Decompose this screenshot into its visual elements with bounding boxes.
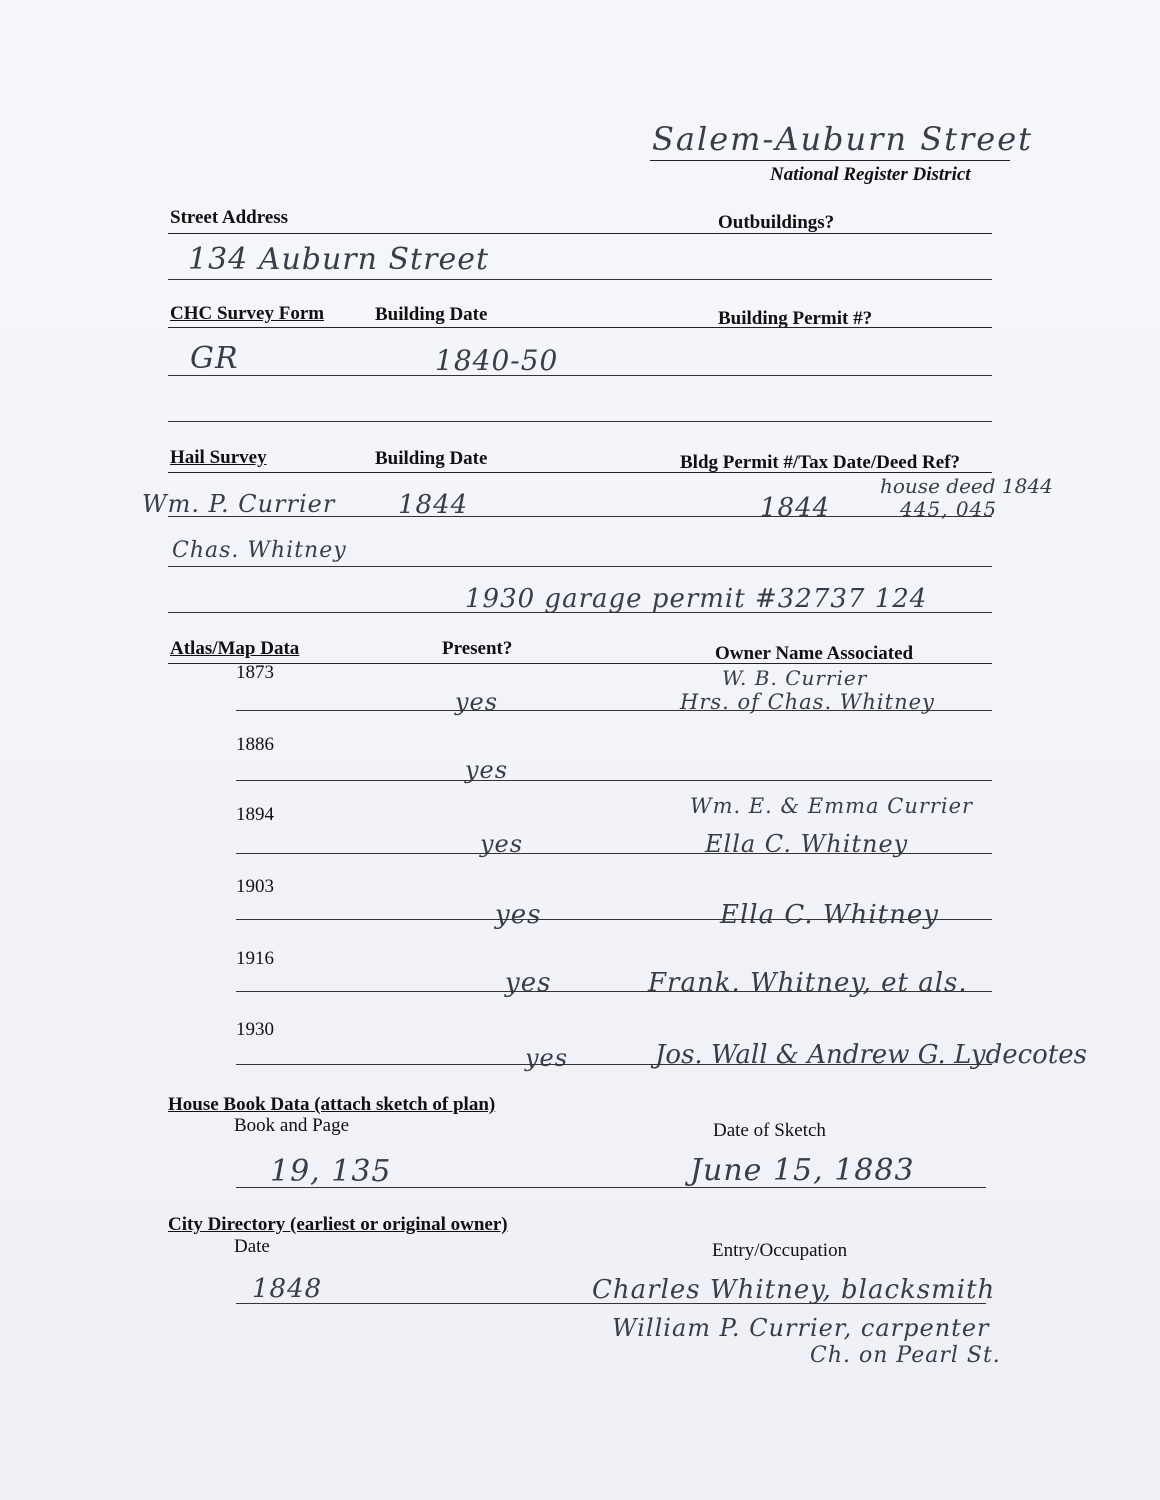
hail-date-value: 1844 <box>398 490 469 520</box>
atlas-present-1916: yes <box>505 968 552 998</box>
atlas-year-1886: 1886 <box>236 734 274 755</box>
city-directory-entry-1: Charles Whitney, blacksmith <box>592 1275 996 1305</box>
hail-building-date-label: Building Date <box>375 448 488 469</box>
atlas-owner-1903: Ella C. Whitney <box>720 900 939 930</box>
atlas-year-1930: 1930 <box>236 1019 274 1040</box>
district-underline <box>650 160 1010 161</box>
hail-survey-label: Hail Survey <box>170 447 267 468</box>
hail-value-line-3 <box>168 612 992 613</box>
outbuildings-label: Outbuildings? <box>718 212 835 233</box>
street-address-label: Street Address <box>170 207 289 228</box>
city-directory-date-value: 1848 <box>252 1274 323 1304</box>
book-page-label: Book and Page <box>234 1115 350 1136</box>
atlas-owner-1873: Hrs. of Chas. Whitney <box>680 690 935 714</box>
atlas-owner-above-1873: W. B. Currier <box>722 666 868 690</box>
house-book-line <box>236 1187 986 1188</box>
atlas-line-1930 <box>236 1064 992 1065</box>
chc-form-value: GR <box>190 341 239 376</box>
atlas-present-1894: yes <box>480 830 524 858</box>
hail-deed-line-2: 445, 045 <box>900 497 998 521</box>
atlas-label: Atlas/Map Data <box>170 638 300 659</box>
book-page-value: 19, 135 <box>270 1154 392 1189</box>
atlas-present-1930: yes <box>525 1044 569 1072</box>
city-directory-date-label: Date <box>234 1236 270 1257</box>
hail-value-line-2 <box>168 566 992 567</box>
city-directory-entry-3: Ch. on Pearl St. <box>810 1343 1001 1368</box>
atlas-line-1886 <box>236 780 992 781</box>
chc-building-date-label: Building Date <box>375 304 488 325</box>
city-directory-label: City Directory (earliest or original owner) <box>168 1214 508 1235</box>
atlas-year-1873: 1873 <box>236 662 274 683</box>
atlas-year-1894: 1894 <box>236 804 274 825</box>
entry-occupation-label: Entry/Occupation <box>712 1240 848 1261</box>
owner-label: Owner Name Associated <box>715 643 914 664</box>
city-directory-line <box>236 1303 986 1304</box>
hail-ref-year: 1844 <box>760 493 831 523</box>
hail-name-1: Wm. P. Currier <box>142 490 336 518</box>
atlas-line-1873 <box>236 710 992 711</box>
hail-permit-note: 1930 garage permit #32737 124 <box>465 584 928 614</box>
hail-header-line <box>168 472 992 473</box>
district-handwritten: Salem-Auburn Street <box>652 120 1034 158</box>
hail-ref-label: Bldg Permit #/Tax Date/Deed Ref? <box>680 452 961 473</box>
hail-deed-line-1: house deed 1844 <box>880 474 1053 498</box>
date-of-sketch-label: Date of Sketch <box>713 1120 826 1141</box>
chc-value-line-2 <box>168 421 992 422</box>
atlas-line-1894 <box>236 853 992 854</box>
chc-permit-label: Building Permit #? <box>718 308 873 329</box>
house-book-label: House Book Data (attach sketch of plan) <box>168 1094 496 1115</box>
street-header-line <box>168 233 992 234</box>
hail-name-2: Chas. Whitney <box>172 538 347 563</box>
atlas-owner-above-1894: Wm. E. & Emma Currier <box>690 794 974 818</box>
atlas-present-1873: yes <box>455 688 499 716</box>
district-printed: National Register District <box>770 164 971 185</box>
atlas-line-1903 <box>236 919 992 920</box>
present-label: Present? <box>442 638 513 659</box>
atlas-present-1903: yes <box>495 900 542 930</box>
city-directory-entry-2: William P. Currier, carpenter <box>612 1314 990 1342</box>
atlas-owner-1916: Frank. Whitney, et als. <box>648 968 968 998</box>
chc-date-value: 1840-50 <box>435 344 559 377</box>
chc-value-line-1 <box>168 375 992 376</box>
atlas-line-1916 <box>236 991 992 992</box>
atlas-header-line <box>168 663 992 664</box>
chc-survey-label: CHC Survey Form <box>170 303 325 324</box>
chc-header-line <box>168 327 992 328</box>
atlas-present-1886: yes <box>465 756 509 784</box>
street-value-line <box>168 279 992 280</box>
atlas-owner-1930: Jos. Wall & Andrew G. Lydecotes <box>655 1040 1088 1070</box>
hail-value-line-1 <box>168 516 992 517</box>
atlas-owner-1894: Ella C. Whitney <box>705 830 909 858</box>
atlas-year-1916: 1916 <box>236 948 274 969</box>
sketch-date-value: June 15, 1883 <box>690 1153 915 1188</box>
atlas-year-1903: 1903 <box>236 876 274 897</box>
street-address-value: 134 Auburn Street <box>188 242 490 277</box>
